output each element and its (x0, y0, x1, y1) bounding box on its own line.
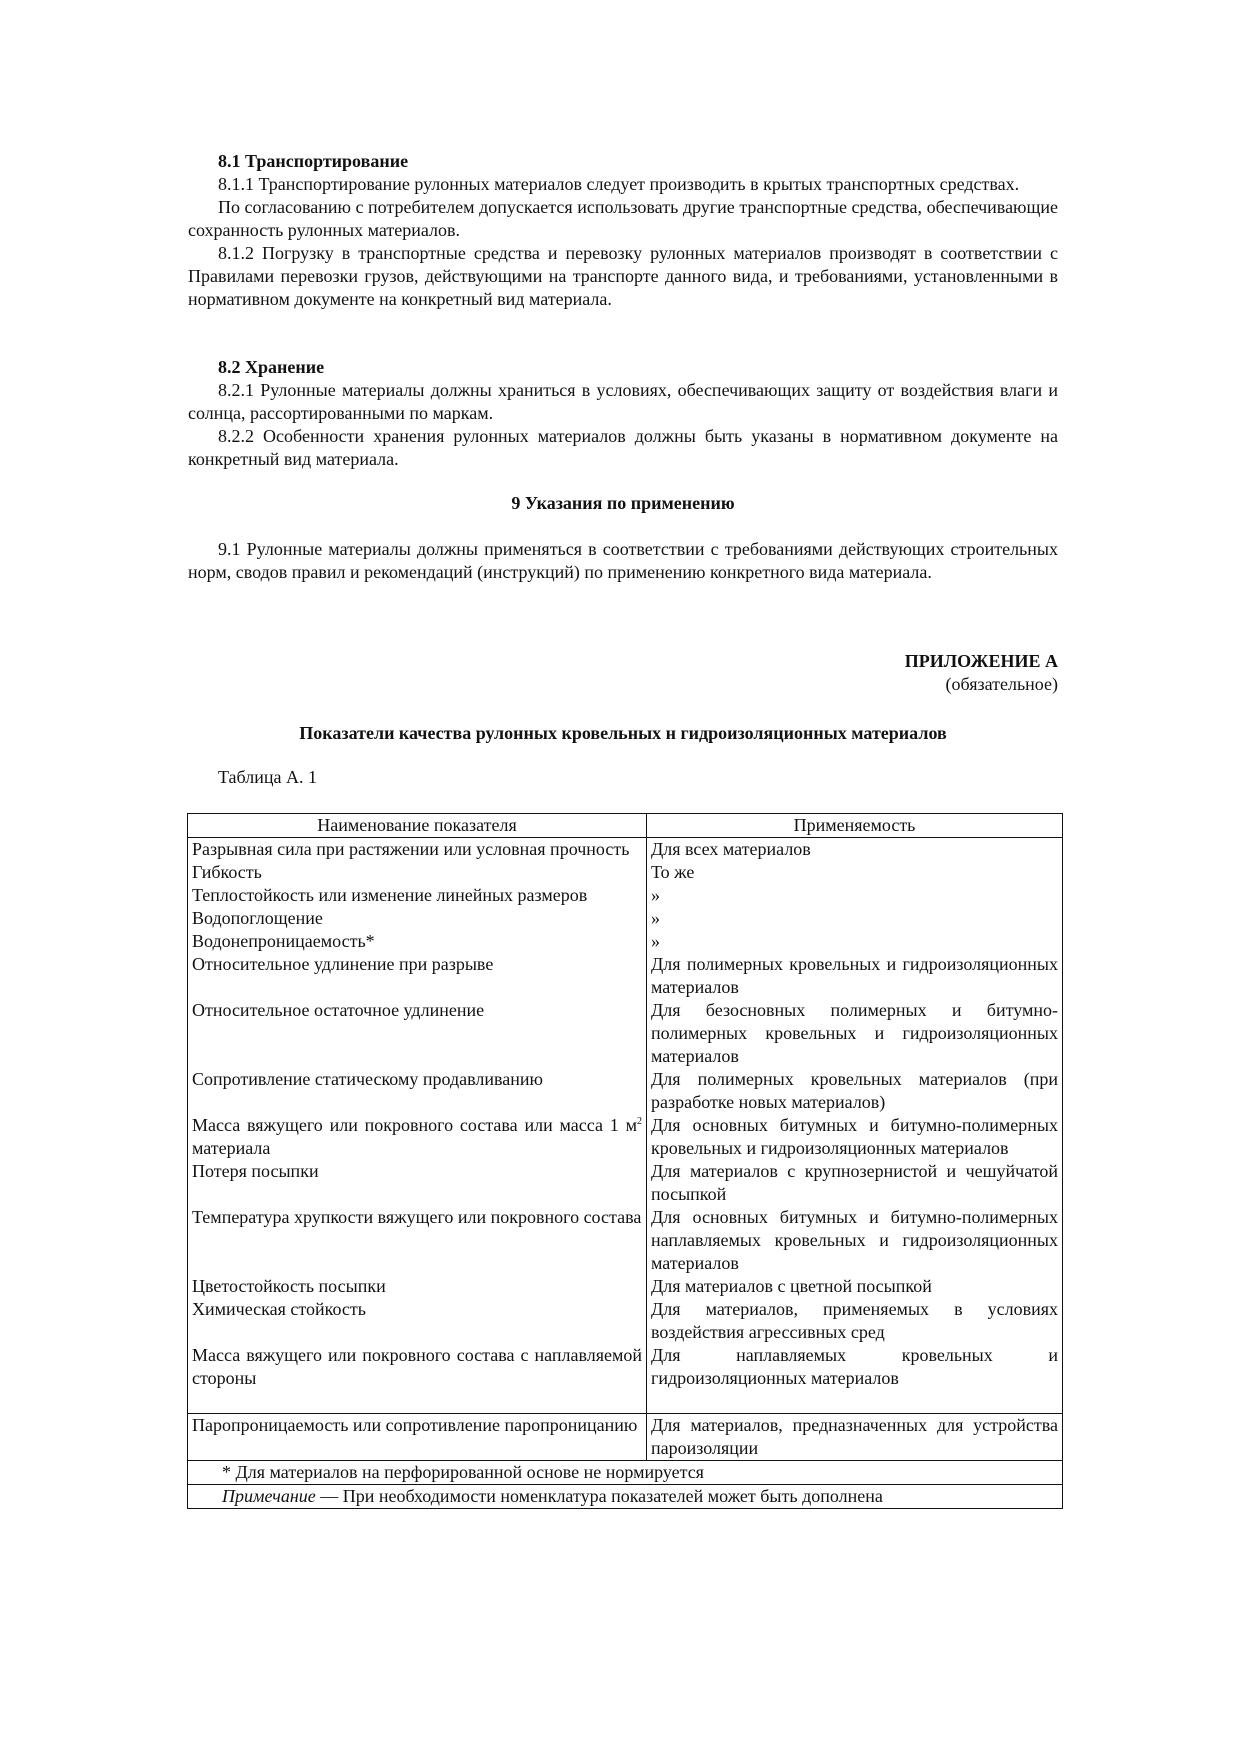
table-row (188, 953, 1063, 999)
cell-indicator: Относительное удлинение при разрыве (188, 953, 647, 999)
appendix-subtitle: (обязательное) (945, 674, 1058, 694)
cell-indicator: Водонепроницаемость* (188, 930, 647, 953)
cell-indicator: Гибкость (188, 861, 647, 884)
cell-applicability: » (647, 907, 1063, 930)
cell-applicability: Для материалов с цветной посыпкой (647, 1275, 1063, 1298)
cell-applicability: Для всех материалов (647, 838, 1063, 862)
table-row (188, 884, 1063, 907)
table-row (188, 1068, 1063, 1114)
table-row (188, 1344, 1063, 1414)
section-8-1-title: 8.1 Транспортирование (218, 151, 409, 171)
section-8-1 (188, 150, 1058, 311)
cell-indicator: Относительное остаточное удлинение (188, 999, 647, 1068)
cell-indicator: Химическая стойкость (188, 1298, 647, 1344)
table-row (188, 930, 1063, 953)
table-row (188, 861, 1063, 884)
paragraph: 9.1 Рулонные материалы должны применяться в соответствии с требованиями действующих строительных норм, сводов правил и рекомендаций (инструкций) по применению конкретного вида материала. (188, 539, 1058, 582)
cell-indicator: Цветостойкость посыпки (188, 1275, 647, 1298)
superscript: 2 (637, 1116, 642, 1127)
paragraph: По согласованию с потребителем допускается использовать другие транспортные средства, обеспечивающие сохранность рулонных материалов. (188, 197, 1058, 240)
appendix-heading: Показатели качества рулонных кровельных н гидроизоляционных материалов (299, 723, 947, 743)
cell-applicability: Для материалов с крупнозернистой и чешуйчатой посыпкой (647, 1160, 1063, 1206)
cell-indicator (188, 1114, 647, 1160)
cell-applicability: Для безосновных полимерных и битумно-полимерных кровельных и гидроизоляционных материалов (647, 999, 1063, 1068)
table-row (188, 999, 1063, 1068)
cell-indicator: Водопоглощение (188, 907, 647, 930)
column-header: Применяемость (647, 814, 1063, 838)
cell-indicator: Теплостойкость или изменение линейных размеров (188, 884, 647, 907)
table-row (188, 1275, 1063, 1298)
table-label: Таблица А. 1 (218, 767, 317, 787)
table-note-row (188, 1485, 1063, 1509)
cell-applicability: » (647, 884, 1063, 907)
appendix-title: ПРИЛОЖЕНИЕ А (904, 651, 1058, 671)
paragraph: 8.1.2 Погрузку в транспортные средства и перевозку рулонных материалов производят в соответствии с Правилами перевозки грузов, действующими на транспорте данного вида, и требованиями, установленными в нормативном документе на конкретный вид материала. (188, 243, 1058, 309)
cell-applicability: » (647, 930, 1063, 953)
table-footnote-row (188, 1461, 1063, 1485)
cell-applicability: Для основных битумных и битумно-полимерных наплавляемых кровельных и гидроизоляционных материалов (647, 1206, 1063, 1275)
section-9 (188, 492, 1058, 584)
cell-indicator: Температура хрупкости вяжущего или покровного состава (188, 1206, 647, 1275)
column-header: Наименование показателя (188, 814, 647, 838)
cell-indicator: Паропроницаемость или сопротивление паропроницанию (188, 1414, 647, 1461)
cell-applicability: То же (647, 861, 1063, 884)
table-row (188, 838, 1063, 862)
section-8-2 (188, 356, 1058, 471)
cell-applicability: Для полимерных кровельных и гидроизоляционных материалов (647, 953, 1063, 999)
table-row (188, 1298, 1063, 1344)
cell-indicator: Сопротивление статическому продавливанию (188, 1068, 647, 1114)
cell-applicability: Для основных битумных и битумно-полимерных кровельных и гидроизоляционных материалов (647, 1114, 1063, 1160)
note-text: — При необходимости номенклатура показателей может быть дополнена (315, 1486, 883, 1506)
paragraph: 8.2.1 Рулонные материалы должны храниться в условиях, обеспечивающих защиту от воздействия влаги и солнца, рассортированными по маркам. (188, 380, 1058, 423)
cell-applicability: Для полимерных кровельных материалов (при разработке новых материалов) (647, 1068, 1063, 1114)
cell-text: Масса вяжущего или покровного состава или масса 1 м (192, 1115, 637, 1135)
paragraph: 8.1.1 Транспортирование рулонных материалов следует производить в крытых транспортных средствах. (218, 174, 1020, 194)
cell-text: материала (192, 1138, 271, 1158)
appendix (188, 650, 1058, 789)
table-row (188, 1114, 1063, 1160)
table-row (188, 1414, 1063, 1461)
section-9-title: 9 Указания по применению (511, 493, 735, 513)
cell-applicability: Для материалов, предназначенных для устройства пароизоляции (647, 1414, 1063, 1461)
table-row (188, 1160, 1063, 1206)
note-label: Примечание (222, 1486, 316, 1506)
section-8-2-title: 8.2 Хранение (218, 357, 325, 377)
cell-indicator: Разрывная сила при растяжении или условная прочность (188, 838, 647, 862)
table-header-row (188, 814, 1063, 838)
table-note (188, 1485, 1063, 1509)
cell-indicator: Потеря посыпки (188, 1160, 647, 1206)
table-footnote: * Для материалов на перфорированной основе не нормируется (188, 1461, 1063, 1485)
cell-indicator: Масса вяжущего или покровного состава с наплавляемой стороны (188, 1344, 647, 1414)
paragraph: 8.2.2 Особенности хранения рулонных материалов должны быть указаны в нормативном документе на конкретный вид материала. (188, 426, 1058, 469)
table-row (188, 907, 1063, 930)
quality-table (187, 813, 1063, 1509)
table-row (188, 1206, 1063, 1275)
cell-applicability: Для материалов, применяемых в условиях воздействия агрессивных сред (647, 1298, 1063, 1344)
cell-applicability: Для наплавляемых кровельных и гидроизоляционных материалов (647, 1344, 1063, 1414)
